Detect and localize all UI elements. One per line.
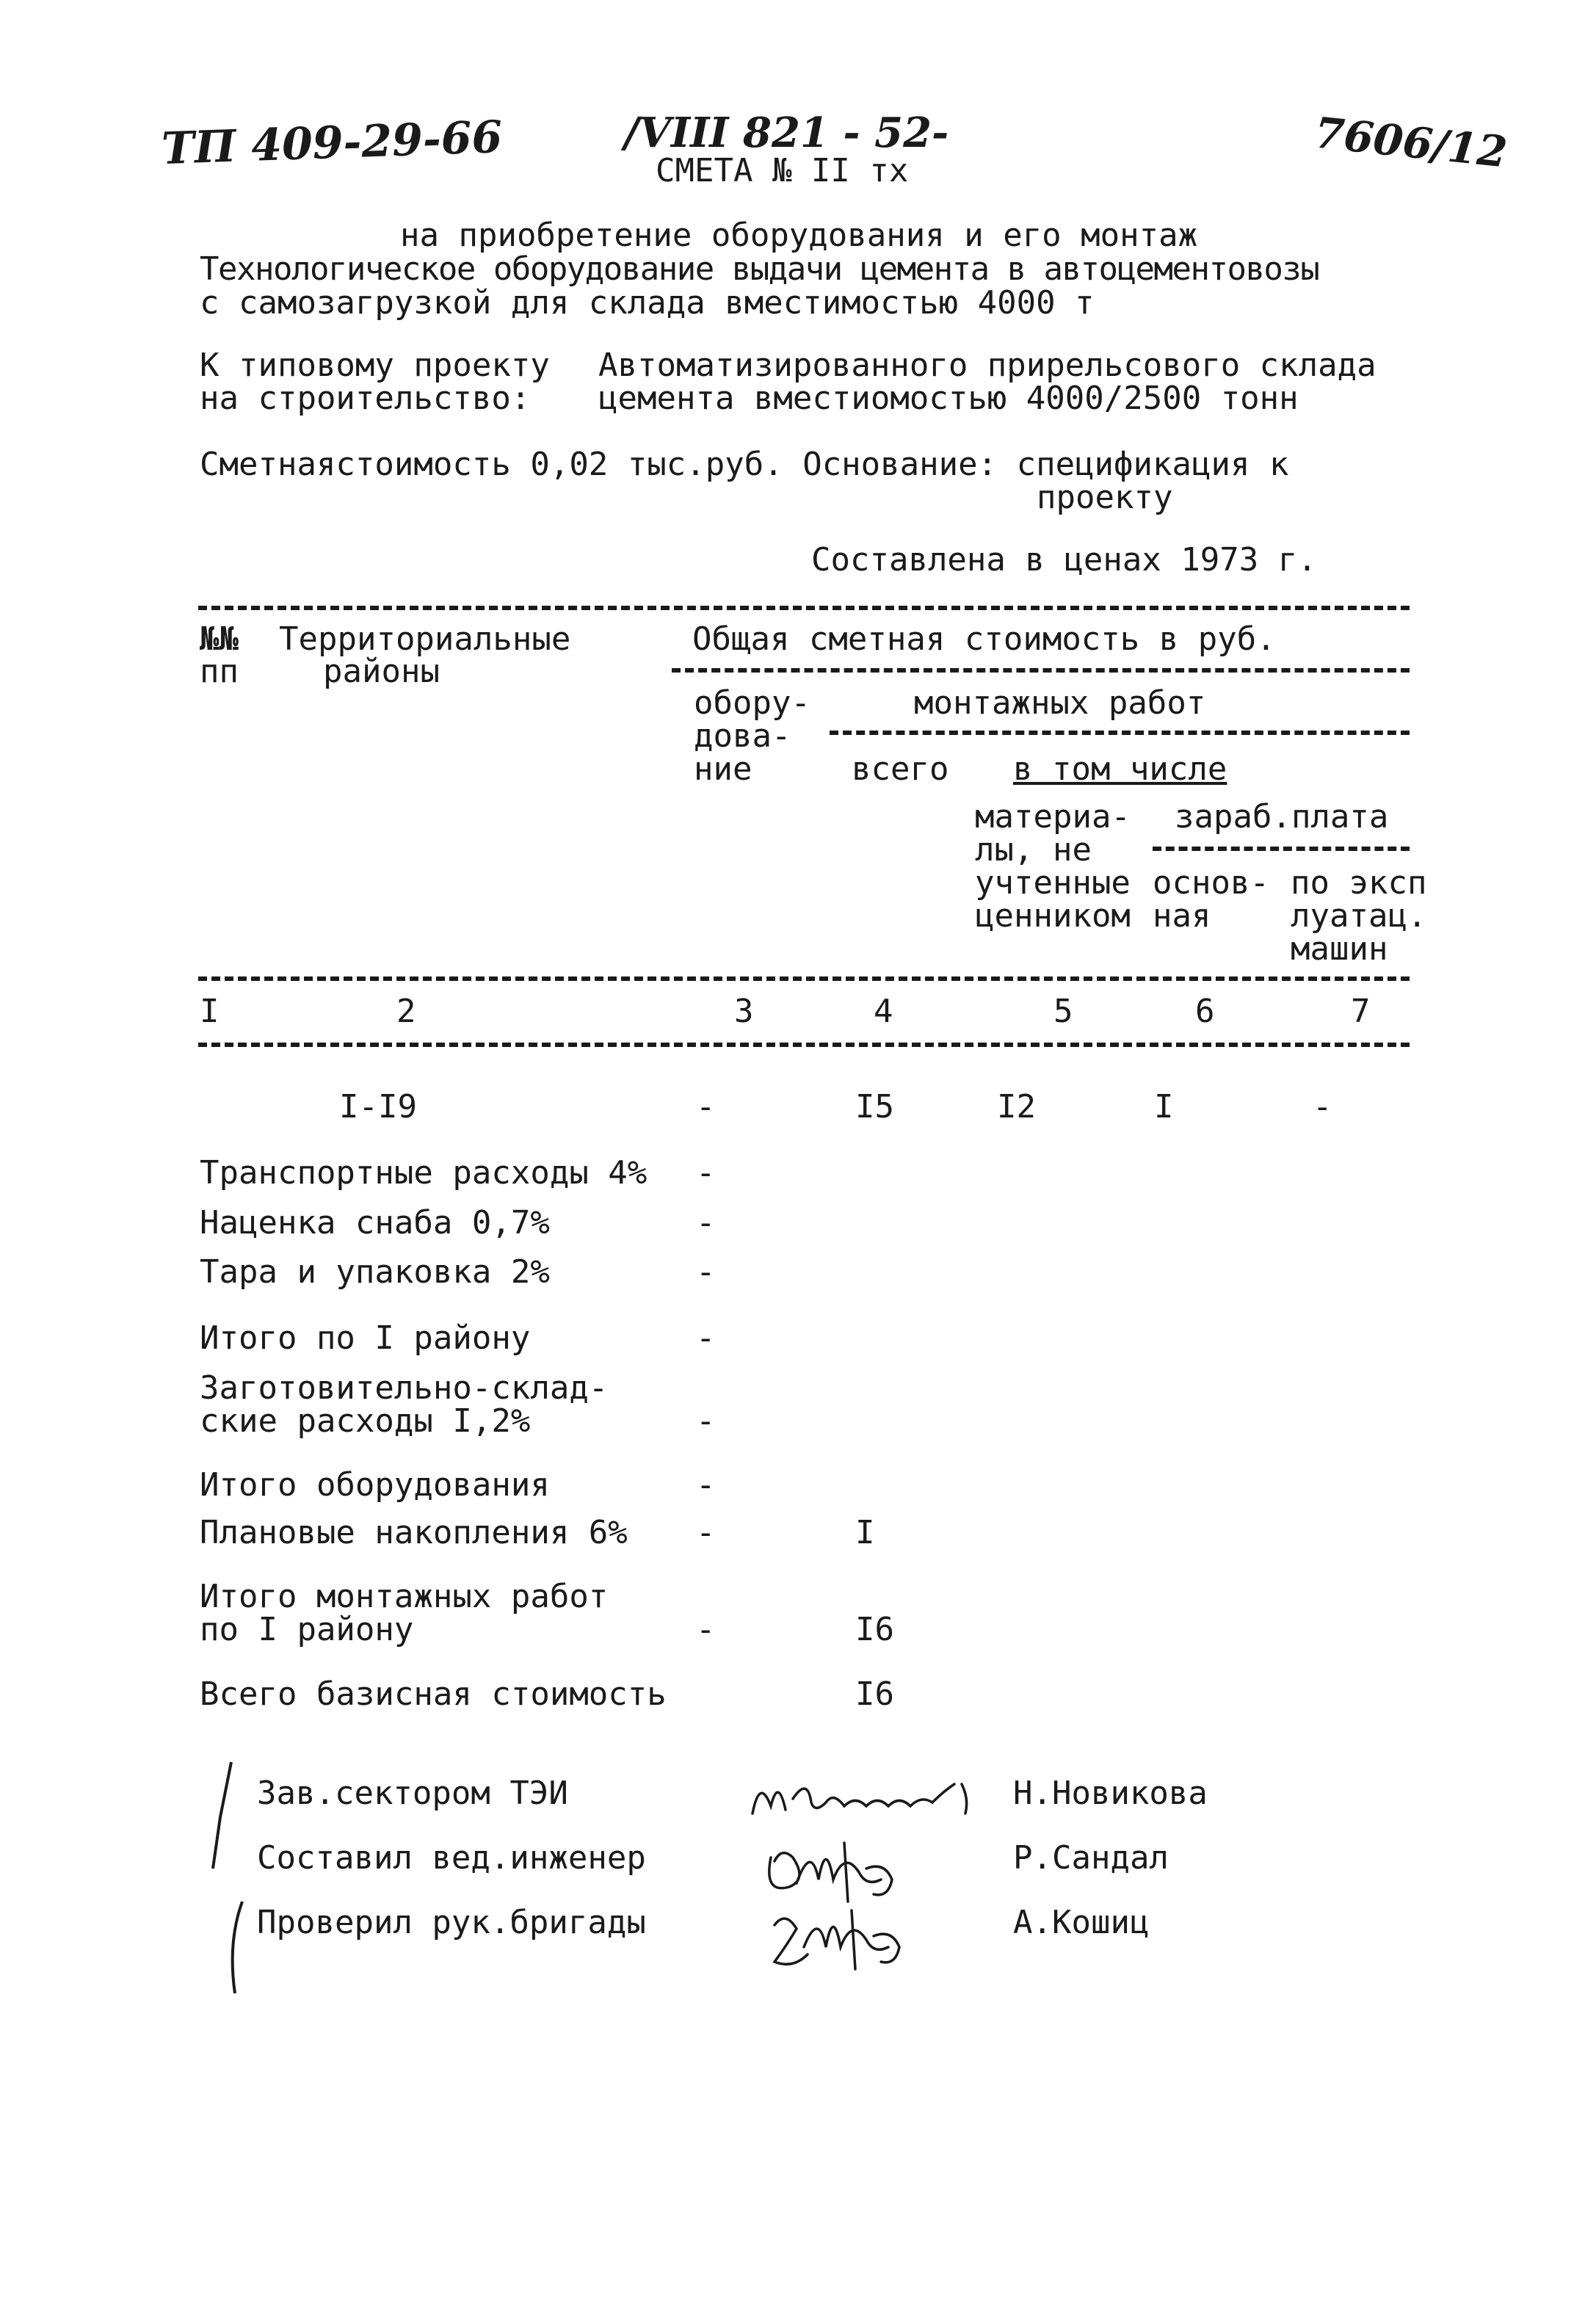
cost-line-2: проекту [1037,479,1173,516]
row-all: I6 [855,1611,894,1648]
all-header: всего [852,750,949,788]
row-label: Наценка снаба 0,7% [200,1204,550,1242]
col-number-1: I [200,993,220,1030]
row-equip: - [696,1253,716,1291]
signature-bracket-top [198,1758,242,1876]
row-equip: - [696,1611,716,1648]
materials-header-2: лы, не [975,831,1092,869]
col-number-7: 7 [1351,993,1371,1030]
col-nn-header-1: №№ [200,620,239,658]
equip-header-2: дова- [694,717,791,755]
signature-role: Проверил рук.бригады [257,1904,646,1941]
col-regions-header-1: Территориальные [279,620,571,658]
project-value-2: цемента вместиомостью 4000/2500 тонн [598,380,1299,417]
materials-header-1: материа- [975,798,1131,836]
main-row-equip: - [696,1088,716,1126]
col-nn-header-2: пп [200,653,239,690]
total-cost-header: Общая сметная стоимость в руб. [692,620,1276,658]
materials-header-4: ценником [975,897,1131,935]
document-code-left: ТП 409-29-66 [160,111,504,175]
row-label: Итого монтажных работ [200,1578,609,1615]
project-value-1: Автоматизированного прирельсового склада [598,347,1376,384]
signature-koshits [763,1896,925,1976]
row-label-2: по I району [200,1611,414,1648]
basic-header-2: ная [1153,897,1211,935]
header-bottom-rule [198,976,1410,981]
col-number-5: 5 [1053,993,1073,1030]
main-row-materials: I2 [997,1088,1036,1126]
wages-header: зараб.плата [1175,798,1389,836]
main-row-region: I-I9 [339,1088,417,1126]
row-equip: - [696,1466,716,1504]
equip-header-1: обору- [694,684,810,722]
col-number-2: 2 [396,993,416,1030]
incl-header: в том числе [1013,750,1227,788]
exp-header-2: луатац. [1291,897,1427,935]
main-row-all: I5 [855,1088,894,1126]
col-regions-header-2: районы [323,653,440,690]
main-row-exp: - [1313,1088,1332,1126]
row-equip: - [696,1402,716,1440]
numbers-bottom-rule [198,1043,1410,1047]
row-all: I [855,1514,875,1551]
row-label: Тара и упаковка 2% [200,1253,550,1291]
intro-line-1: на приобретение оборудования и его монтаж [400,217,1198,254]
row-label: Заготовительно-склад- [200,1369,609,1407]
row-label: Плановые накопления 6% [200,1514,628,1551]
exp-header-1: по эксп [1291,864,1427,902]
row-label: Итого по I району [200,1319,531,1357]
mount-header: монтажных работ [914,684,1206,722]
row-all: I6 [855,1675,894,1713]
row-label-2: ские расходы I,2% [200,1402,531,1440]
row-equip: - [696,1204,716,1242]
row-equip: - [696,1514,716,1551]
cost-line: Сметнаястоимость 0,02 тыс.руб. Основание: спецификация к [200,446,1289,483]
project-label-2: на строительство: [200,380,531,417]
document-code-center: /VIII 821 - 52- [624,109,949,157]
row-label: Транспортные расходы 4% [200,1154,648,1192]
materials-header-3: учтенные [975,864,1131,902]
total-cost-rule [672,668,1410,673]
row-label: Итого оборудования [200,1466,550,1504]
table-top-rule [198,606,1410,610]
signature-name: Р.Сандал [1013,1839,1169,1877]
prices-line: Составлена в ценах 1973 г. [811,541,1317,579]
estimate-title: СМЕТА № II тх [656,152,909,189]
mount-rule [830,731,1410,735]
col-number-4: 4 [874,993,893,1030]
exp-header-3: машин [1291,930,1388,968]
signature-role: Зав.сектором ТЭИ [257,1775,568,1812]
row-equip: - [696,1319,716,1357]
intro-line-3: с самозагрузкой для склада вместимостью 4000 т [200,284,1095,322]
document-code-right: 7606/12 [1312,107,1510,178]
project-label-1: К типовому проекту [200,347,550,384]
col-number-3: 3 [734,993,754,1030]
signature-role: Составил вед.инженер [257,1839,646,1877]
signature-name: Н.Новикова [1013,1775,1208,1812]
main-row-basic: I [1154,1088,1174,1126]
col-number-6: 6 [1195,993,1215,1030]
signature-bracket-bottom [220,1898,257,2001]
wages-rule [1153,847,1410,851]
row-label: Всего базисная стоимость [200,1675,667,1713]
signature-name: А.Кошиц [1013,1904,1150,1941]
row-equip: - [696,1154,716,1192]
intro-line-2: Технологическое оборудование выдачи цемента в автоцементовозы [200,250,1319,288]
equip-header-3: ние [694,750,752,788]
basic-header-1: основ- [1153,864,1269,902]
signature-novikova [741,1762,976,1828]
